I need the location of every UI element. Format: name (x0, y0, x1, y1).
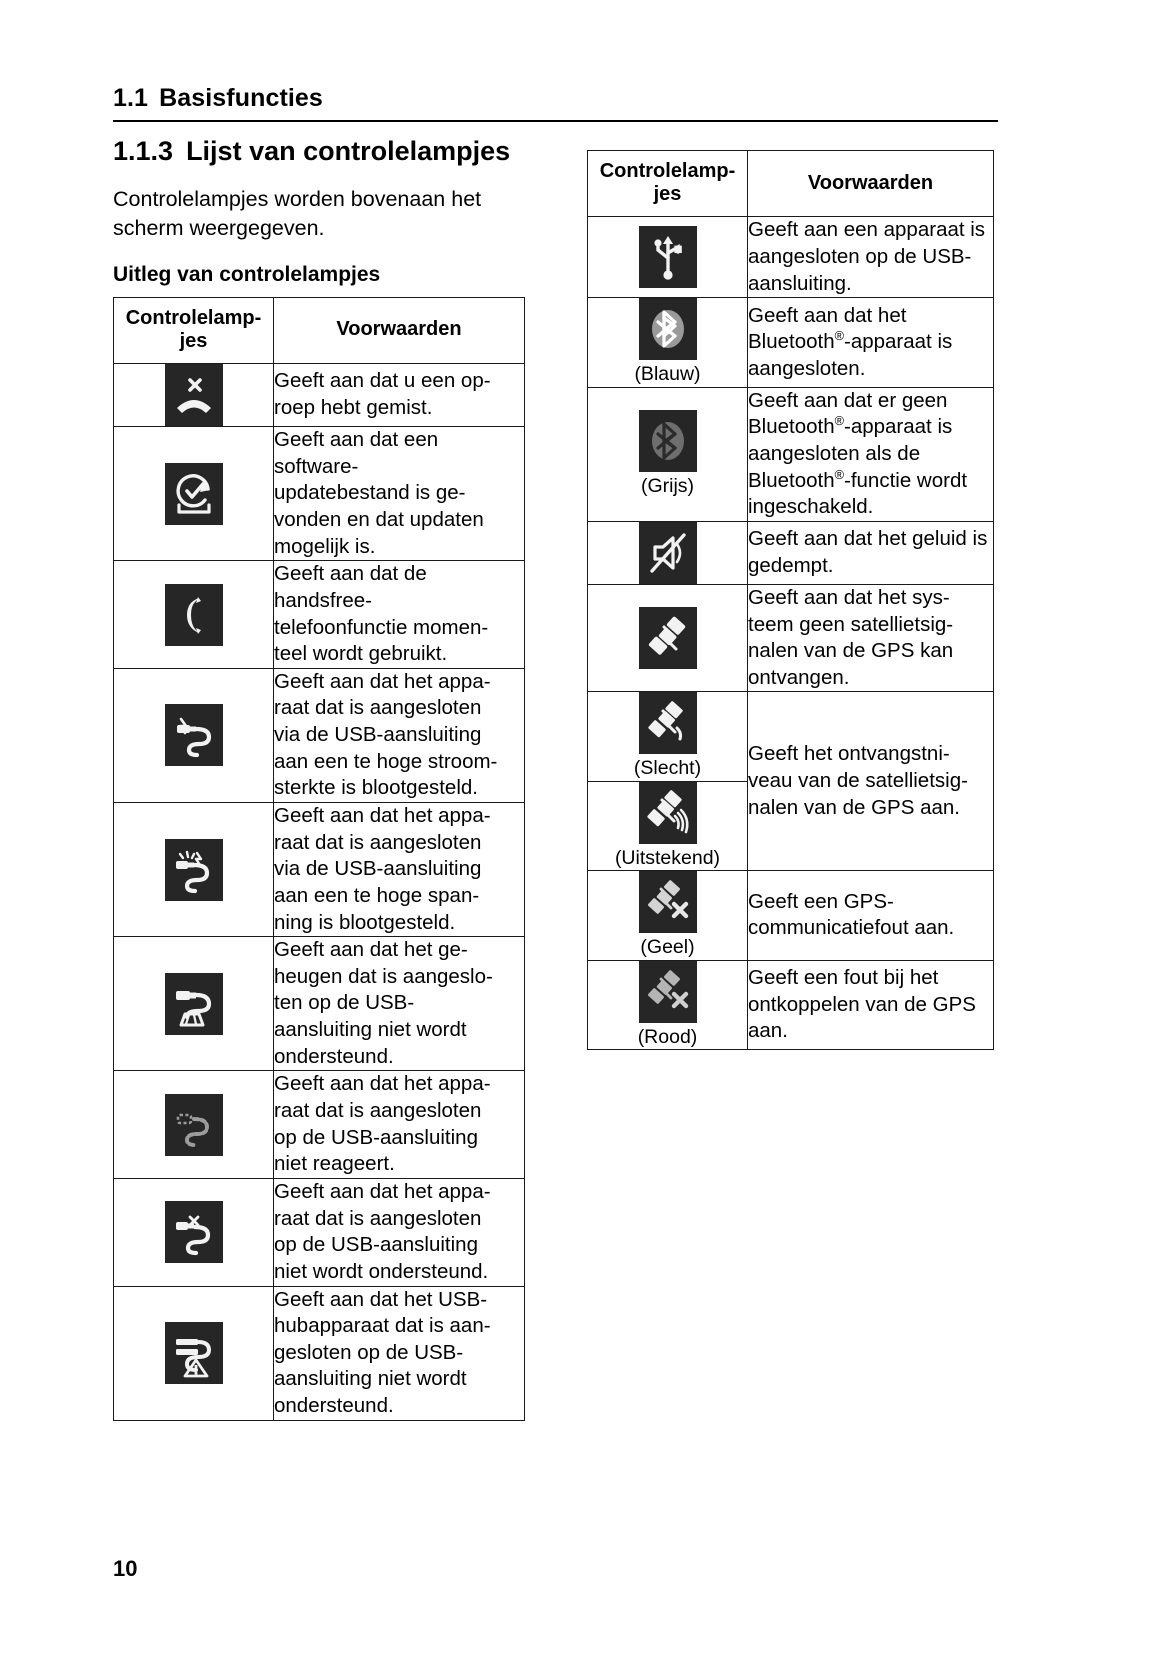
condition-description: Geeft aan dat het appa- raat dat is aangesloten via de USB-aansluiting aan een te hoge stroom- sterkte is blootgesteld. (274, 668, 525, 802)
condition-description: Geeft het ontvangstni- veau van de satellietsig- nalen van de GPS aan. (748, 692, 994, 871)
condition-description: Geeft aan dat het appa- raat dat is aangesloten op de USB-aansluiting niet reageert. (274, 1071, 525, 1179)
indicator-caption: (Geel) (640, 936, 695, 959)
indicator-icon-cell (114, 802, 274, 936)
condition-description: Geeft aan dat het appa- raat dat is aangesloten op de USB-aansluiting niet wordt ondersteund. (274, 1178, 525, 1286)
table-row (588, 871, 994, 960)
condition-description: Geeft aan dat het appa- raat dat is aangesloten via de USB-aansluiting aan een te hoge span- ning is blootgesteld. (274, 802, 525, 936)
indicator-icon-cell (588, 217, 748, 298)
indicator-icon-cell (588, 298, 748, 387)
page-title (113, 136, 525, 167)
software-update-icon (165, 463, 223, 525)
table-header-row (588, 151, 994, 217)
running-head (113, 84, 998, 122)
gps-excellent-signal-icon (639, 782, 697, 844)
bluetooth-grey-icon (639, 410, 697, 472)
bluetooth-blue-icon (639, 298, 697, 360)
condition-description: Geeft aan dat het Bluetooth®-apparaat is aangesloten. (748, 298, 994, 387)
condition-description: Geeft aan dat het ge- heugen dat is aangeslo- ten op de USB- aansluiting niet wordt ondersteund. (274, 937, 525, 1071)
table-row (588, 387, 994, 521)
indicator-caption: (Uitstekend) (614, 846, 721, 869)
gps-poor-signal-icon (639, 692, 697, 754)
indicator-icon-cell (588, 387, 748, 521)
table-row (114, 364, 525, 427)
condition-description: Geeft aan dat een software- updatebestand is ge- vonden en dat updaten mogelijk is. (274, 427, 525, 561)
gps-disconnect-error-icon (639, 961, 697, 1023)
table-row (114, 1286, 525, 1420)
column-header-conditions: Voorwaarden (748, 151, 994, 217)
indicator-caption: (Grijs) (640, 475, 695, 498)
column-header-indicator: Controlelamp- jes (114, 297, 274, 363)
usb-connected-icon (639, 226, 697, 288)
indicator-icon-cell (588, 584, 748, 692)
intro-paragraph: Controlelampjes worden bovenaan het scherm weergegeven. (113, 187, 482, 240)
indicator-icon-cell (114, 1178, 274, 1286)
table-row (114, 1178, 525, 1286)
indicator-caption: (Rood) (637, 1025, 698, 1048)
indicator-caption: (Blauw) (634, 363, 701, 386)
running-head-inner (113, 84, 998, 122)
table-row (114, 561, 525, 669)
table-row (588, 960, 994, 1049)
usb-overvoltage-icon (165, 839, 223, 901)
condition-description: Geeft aan dat u een op- roep hebt gemist. (274, 364, 525, 427)
registered-mark: ® (834, 466, 844, 482)
indicator-icon-cell (114, 561, 274, 669)
table-row (114, 802, 525, 936)
condition-description: Geeft aan dat de handsfree- telefoonfunctie momen- teel wordt gebruikt. (274, 561, 525, 669)
page-number: 10 (113, 1556, 138, 1581)
indicator-icon-cell (588, 692, 748, 781)
indicator-icon-cell (114, 364, 274, 427)
table-row (114, 668, 525, 802)
indicator-icon-cell (114, 668, 274, 802)
running-head-number: 1.1 (113, 84, 149, 112)
table-header-row (114, 297, 525, 363)
indicator-icon-cell (588, 960, 748, 1049)
handsfree-phone-icon (165, 584, 223, 646)
indicator-table-left (113, 297, 525, 1421)
usb-device-unsupported-icon (165, 1201, 223, 1263)
gps-no-signal-icon (639, 607, 697, 669)
indicator-icon-cell (588, 871, 748, 960)
registered-mark: ® (834, 413, 844, 429)
condition-description: Geeft aan een apparaat is aangesloten op de USB-aansluiting. (748, 217, 994, 298)
left-column (113, 136, 525, 1421)
table-row (588, 521, 994, 584)
table-row (588, 584, 994, 692)
right-column (587, 150, 994, 1050)
usb-memory-unsupported-icon (165, 973, 223, 1035)
table-row (114, 427, 525, 561)
gps-communication-error-icon (639, 871, 697, 933)
running-head-title: Basisfuncties (159, 84, 323, 112)
indicator-icon-cell (588, 521, 748, 584)
condition-description: Geeft aan dat het geluid is gedempt. (748, 521, 994, 584)
table-row (588, 298, 994, 387)
table-row (114, 1071, 525, 1179)
condition-description: Geeft aan dat het sys- teem geen satellietsig- nalen van de GPS kan ontvangen. (748, 584, 994, 692)
condition-description: Geeft aan dat er geen Bluetooth®-apparaat is aangesloten als de Bluetooth®-functie wordt ingeschakeld. (748, 387, 994, 521)
condition-description: Geeft een fout bij het ontkoppelen van de GPS aan. (748, 960, 994, 1049)
table-row (588, 217, 994, 298)
section-title-text: Lijst van controlelampjes (186, 136, 511, 166)
indicator-caption: (Slecht) (633, 757, 702, 780)
indicator-icon-cell (114, 1071, 274, 1179)
indicator-icon-cell (114, 427, 274, 561)
mute-icon (639, 522, 697, 584)
section-number: 1.1.3 (113, 136, 174, 166)
indicator-icon-cell (114, 1286, 274, 1420)
usb-device-no-response-icon (165, 1094, 223, 1156)
indicator-icon-cell (114, 937, 274, 1071)
table-row (114, 937, 525, 1071)
indicator-table-right (587, 150, 994, 1050)
usb-overcurrent-icon (165, 704, 223, 766)
column-header-conditions: Voorwaarden (274, 297, 525, 363)
subsection-title: Uitleg van controlelampjes (113, 262, 381, 286)
column-header-indicator: Controlelamp- jes (588, 151, 748, 217)
missed-call-icon (165, 364, 223, 426)
registered-mark: ® (834, 328, 844, 344)
indicator-icon-cell (588, 781, 748, 870)
condition-description: Geeft een GPS- communicatiefout aan. (748, 871, 994, 960)
condition-description: Geeft aan dat het USB- hubapparaat dat is aan- gesloten op de USB- aansluiting niet wordt ondersteund. (274, 1286, 525, 1420)
usb-hub-unsupported-icon (165, 1322, 223, 1384)
table-row (588, 692, 994, 781)
